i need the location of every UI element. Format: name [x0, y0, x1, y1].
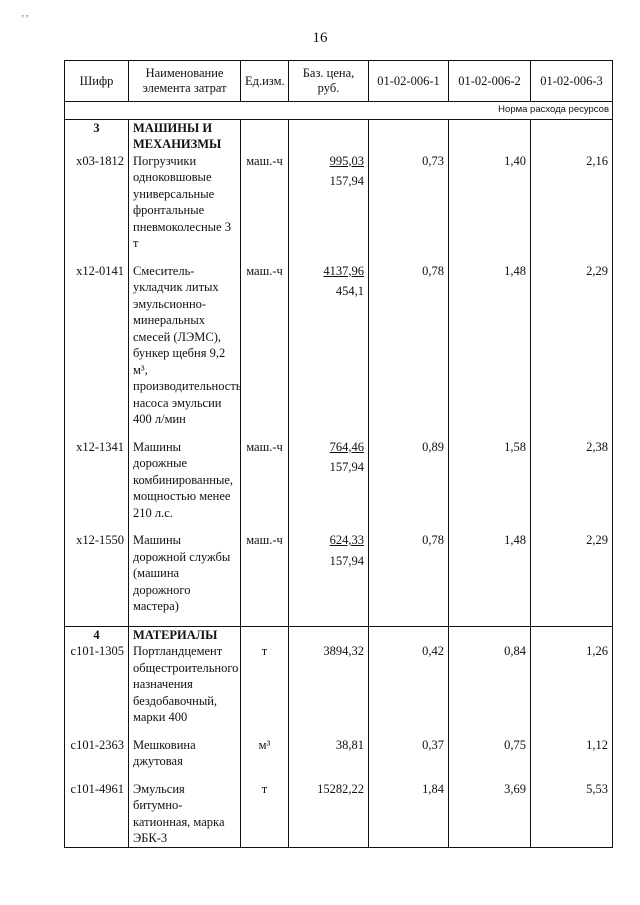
price-sub: 454,1: [335, 284, 364, 298]
table-row: [65, 153, 613, 252]
section-header-row: [65, 626, 613, 643]
row-code: с101-2363: [65, 737, 129, 770]
row-spacer: [65, 521, 613, 532]
row-spacer: [65, 770, 613, 781]
row-value-1: 0,73: [369, 153, 449, 252]
table-row: [65, 263, 613, 428]
row-code: х03-1812: [65, 153, 129, 252]
section-number: 4: [65, 626, 129, 643]
row-value-3: 2,16: [531, 153, 613, 252]
price-base: 995,03: [329, 153, 364, 168]
table-header-row: [65, 61, 613, 102]
row-price: [289, 532, 369, 615]
row-value-3: 1,12: [531, 737, 613, 770]
row-price: [289, 263, 369, 428]
row-value-3: 2,29: [531, 532, 613, 615]
row-value-3: 2,38: [531, 439, 613, 522]
row-name: Эмульсия битумно-катионная, марка ЭБК-3: [129, 781, 241, 847]
row-value-3: 5,53: [531, 781, 613, 847]
row-unit: м³: [241, 737, 289, 770]
table-row: [65, 781, 613, 847]
row-unit: маш.-ч: [241, 263, 289, 428]
row-unit: маш.-ч: [241, 439, 289, 522]
row-name: Смеситель-укладчик литых эмульсионно-минеральных смесей (ЛЭМС), бункер щебня 9,2 м³, производительность насоса эмульсии 400 л/мин: [129, 263, 241, 428]
row-value-1: 1,84: [369, 781, 449, 847]
section-header-row: [65, 119, 613, 153]
header-code: Шифр: [65, 61, 129, 102]
row-value-1: 0,78: [369, 263, 449, 428]
table-row: [65, 439, 613, 522]
row-value-1: 0,42: [369, 643, 449, 726]
row-value-2: 1,48: [449, 532, 531, 615]
row-name: Машины дорожной службы (машина дорожного мастера): [129, 532, 241, 615]
table-filler-row: [65, 847, 613, 848]
row-spacer: [65, 726, 613, 737]
header-col1: 01-02-006-1: [369, 61, 449, 102]
row-name: Мешковина джутовая: [129, 737, 241, 770]
table-row: [65, 643, 613, 726]
section-title: МАТЕРИАЛЫ: [129, 626, 241, 643]
row-code: х12-1341: [65, 439, 129, 522]
row-price: 38,81: [289, 737, 369, 770]
price-base: 624,33: [329, 533, 364, 547]
header-price: Баз. цена, руб.: [289, 61, 369, 102]
price-base: 764,46: [329, 439, 364, 454]
section-number: 3: [65, 119, 129, 153]
price-sub: 157,94: [329, 460, 364, 474]
row-price: 15282,22: [289, 781, 369, 847]
row-name: Портландцемент общестроительного назначения бездобавочный, марки 400: [129, 643, 241, 726]
row-value-2: 0,75: [449, 737, 531, 770]
row-value-2: 1,40: [449, 153, 531, 252]
table-row: [65, 532, 613, 615]
row-price: 3894,32: [289, 643, 369, 726]
row-value-3: 1,26: [531, 643, 613, 726]
row-spacer: [65, 615, 613, 627]
row-value-1: 0,78: [369, 532, 449, 615]
resource-norms-table: [64, 60, 613, 848]
row-price: [289, 153, 369, 252]
row-code: х12-1550: [65, 532, 129, 615]
header-col2: 01-02-006-2: [449, 61, 531, 102]
header-col3: 01-02-006-3: [531, 61, 613, 102]
scan-marks: ' ': [22, 14, 29, 25]
row-unit: т: [241, 643, 289, 726]
header-name: Наименование элемента затрат: [129, 61, 241, 102]
price-base: 4137,96: [323, 263, 364, 278]
page-number: 16: [312, 30, 328, 46]
row-value-3: 2,29: [531, 263, 613, 428]
row-name: Машины дорожные комбинированные, мощностью менее 210 л.с.: [129, 439, 241, 522]
table-row: [65, 737, 613, 770]
section-title: МАШИНЫ И МЕХАНИЗМЫ: [129, 119, 241, 153]
norma-label: Норма расхода ресурсов: [65, 102, 613, 120]
row-unit: т: [241, 781, 289, 847]
row-value-2: 1,58: [449, 439, 531, 522]
row-value-1: 0,37: [369, 737, 449, 770]
row-code: х12-0141: [65, 263, 129, 428]
header-unit: Ед.изм.: [241, 61, 289, 102]
row-value-1: 0,89: [369, 439, 449, 522]
price-sub: 157,94: [329, 553, 364, 568]
row-code: с101-4961: [65, 781, 129, 847]
row-value-2: 1,48: [449, 263, 531, 428]
row-value-2: 0,84: [449, 643, 531, 726]
norma-row: [65, 102, 613, 120]
row-unit: маш.-ч: [241, 153, 289, 252]
row-spacer: [65, 428, 613, 439]
row-spacer: [65, 252, 613, 263]
row-code: с101-1305: [65, 643, 129, 726]
row-value-2: 3,69: [449, 781, 531, 847]
row-price: [289, 439, 369, 522]
price-sub: 157,94: [329, 174, 364, 188]
row-name: Погрузчики одноковшовые универсальные фронтальные пневмоколесные 3 т: [129, 153, 241, 252]
row-unit: маш.-ч: [241, 532, 289, 615]
